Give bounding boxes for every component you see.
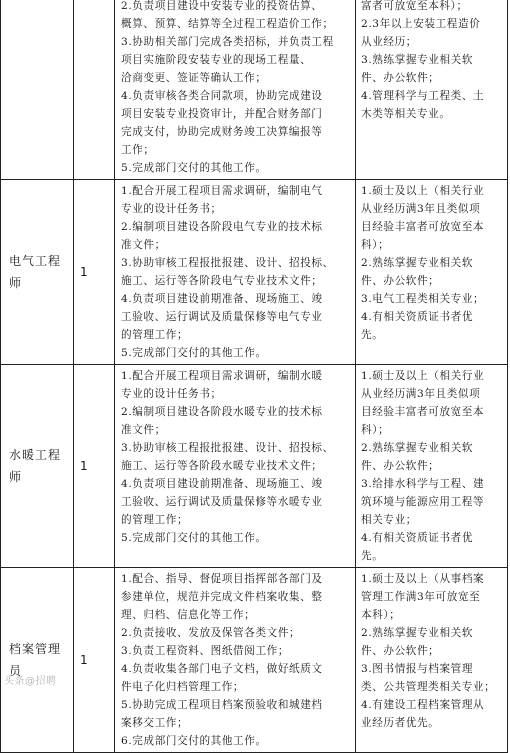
position-name: 水暖工程师 (1, 365, 74, 568)
duty-line: 2.编制项目建设各阶段电气专业的技术标 (121, 221, 323, 233)
duty-line: 3.负责工程资料、图纸借阅工作； (121, 645, 290, 657)
duty-line: 5.完成部门交付的其他工作。 (121, 162, 267, 174)
duty-line: 参建单位，规范并完成文件档案收集、整 (121, 591, 323, 603)
position-name: 档案管理员 (1, 568, 74, 753)
requirement-line: 1.硕士及以上（相关行业 (361, 370, 485, 382)
duty-line: 洽商变更、签证等确认工作； (121, 72, 267, 84)
duty-line: 项目安装专业投资审计，并配合财务部门 (121, 108, 323, 120)
requirement-line: 3.电气工程类相关专业； (361, 293, 485, 305)
requirement-line: 2.熟练掌握专业相关软 (361, 257, 474, 269)
duty-line: 施工、运行等各阶段水暖专业技术文件； (121, 460, 323, 472)
duty-line: 工验收、运行调试及质量保修等电气专业 (121, 311, 323, 323)
duty-line: 6.完成部门交付的其他工作。 (121, 735, 267, 747)
duty-line: 5.完成部门交付的其他工作。 (121, 347, 267, 359)
requirement-line: 2.3年以上安装工程造价 (361, 18, 481, 30)
duty-line: 准文件； (121, 239, 166, 251)
duty-line: 4.负责项目建设前期准备、现场施工、竣 (121, 293, 323, 305)
duty-line: 1.配合、指导、督促项目指挥部各部门及 (121, 573, 323, 585)
headcount: 1 (74, 568, 115, 753)
duty-line: 件电子化归档管理工作； (121, 681, 245, 693)
requirement-line: 件、办公软件； (361, 72, 440, 84)
requirement-line: 1.硕士及以上（从事档案 (361, 573, 485, 585)
requirement-line: 4.有相关资质证书者优 (361, 311, 474, 323)
duties-cell (115, 365, 356, 568)
requirement-line: 管理工作满3年可放宽至 (361, 591, 481, 603)
duty-line: 完成支付，协助完成财务竣工决算编报等 (121, 126, 323, 138)
requirement-line: 4.管理科学与工程类、土 (361, 90, 485, 102)
requirement-line: 从业经历满3年且类似项 (361, 388, 481, 400)
requirement-line: 从业经历满3年且类似项 (361, 203, 481, 215)
duty-line: 5.协助完成工程项目档案预验收和城建档 (121, 699, 323, 711)
duty-line: 2.编制项目建设各阶段水暖专业的技术标 (121, 406, 323, 418)
duty-line: 3.协助相关部门完成各类招标，并负责工程 (121, 36, 334, 48)
duty-line: 准文件； (121, 424, 166, 436)
requirement-line: 先。 (361, 550, 384, 562)
requirement-line: 筑环境与能源应用工程等 (361, 496, 485, 508)
duty-line: 工作； (121, 144, 155, 156)
duty-line: 4.负责收集各部门电子文档，做好纸质文 (121, 663, 323, 675)
duty-line: 概算、预算、结算等全过程工程造价工作； (121, 18, 334, 30)
requirement-line: 相关专业； (361, 514, 417, 526)
requirement-line: 先。 (361, 329, 384, 341)
requirement-line: 类、公共管理类相关专业； (361, 681, 496, 693)
headcount: 1 (74, 180, 115, 365)
duty-line: 1.配合开展工程项目需求调研，编制电气 (121, 185, 323, 197)
duty-line: 工验收、运行调试及质量保修等水暖专业 (121, 496, 323, 508)
position-name (1, 0, 74, 180)
duty-line: 2.负责接收、发放及保管各类文件； (121, 627, 301, 639)
duty-line: 案移交工作； (121, 717, 189, 729)
requirement-line: 4.有建设工程档案管理从 (361, 699, 485, 711)
requirement-line: 件、办公软件； (361, 460, 440, 472)
headcount: 1 (74, 365, 115, 568)
duty-line: 3.协助审核工程报批报建、设计、招投标、 (121, 257, 334, 269)
headcount (74, 0, 115, 180)
requirement-line: 业经历者优先。 (361, 717, 440, 729)
duty-line: 的管理工作； (121, 329, 189, 341)
requirements-cell (356, 365, 508, 568)
job-row (1, 568, 508, 753)
duties-cell (115, 180, 356, 365)
requirement-line: 本科）； (361, 609, 401, 621)
duty-line: 1.配合开展工程项目需求调研，编制水暖 (121, 370, 323, 382)
requirement-line: 1.硕士及以上（相关行业 (361, 185, 485, 197)
requirement-line: 3.熟练掌握专业相关软 (361, 54, 474, 66)
requirement-line: 科）； (361, 239, 390, 251)
duties-cell (115, 0, 356, 180)
requirement-line: 3.给排水科学与工程、建 (361, 478, 485, 490)
requirement-line: 件、办公软件； (361, 275, 440, 287)
watermark: 头条@招聘 (4, 676, 57, 687)
requirements-cell (356, 180, 508, 365)
duty-line: 专业的设计任务书； (121, 388, 222, 400)
job-row (1, 365, 508, 568)
duty-line: 专业的设计任务书； (121, 203, 222, 215)
requirement-line: 科）； (361, 424, 390, 436)
requirement-line: 件、办公软件； (361, 645, 440, 657)
duty-line: 4.负责审核各类合同款项，协助完成建设 (121, 90, 323, 102)
requirement-line: 目经验丰富者可放宽至本 (361, 406, 485, 418)
job-row (1, 0, 508, 180)
duty-line: 理、归档、信息化等工作； (121, 609, 256, 621)
requirement-line: 从业经历； (361, 36, 417, 48)
duty-line: 2.负责项目建设中安装专业的投资估算、 (121, 0, 323, 12)
duty-line: 5.完成部门交付的其他工作。 (121, 532, 267, 544)
duty-line: 施工、运行等各阶段电气专业技术文件； (121, 275, 323, 287)
duty-line: 项目实施阶段安装专业的现场工程量、 (121, 54, 312, 66)
duty-line: 的管理工作； (121, 514, 189, 526)
duties-cell (115, 568, 356, 753)
requirements-cell (356, 568, 508, 753)
requirement-line: 4.有相关资质证书者优 (361, 532, 474, 544)
position-name: 电气工程师 (1, 180, 74, 365)
requirement-line: 3.图书情报与档案管理 (361, 663, 474, 675)
requirements-cell (356, 0, 508, 180)
requirement-line: 2.熟练掌握专业相关软 (361, 627, 474, 639)
job-row (1, 180, 508, 365)
duty-line: 3.协助审核工程报批报建、设计、招投标、 (121, 442, 334, 454)
requirement-line: 富者可放宽至本科）； (361, 0, 468, 12)
requirement-line: 木类等相关专业。 (361, 108, 451, 120)
duty-line: 4.负责项目建设前期准备、现场施工、竣 (121, 478, 323, 490)
requirement-line: 目经验丰富者可放宽至本 (361, 221, 485, 233)
requirement-line: 2.熟练掌握专业相关软 (361, 442, 474, 454)
